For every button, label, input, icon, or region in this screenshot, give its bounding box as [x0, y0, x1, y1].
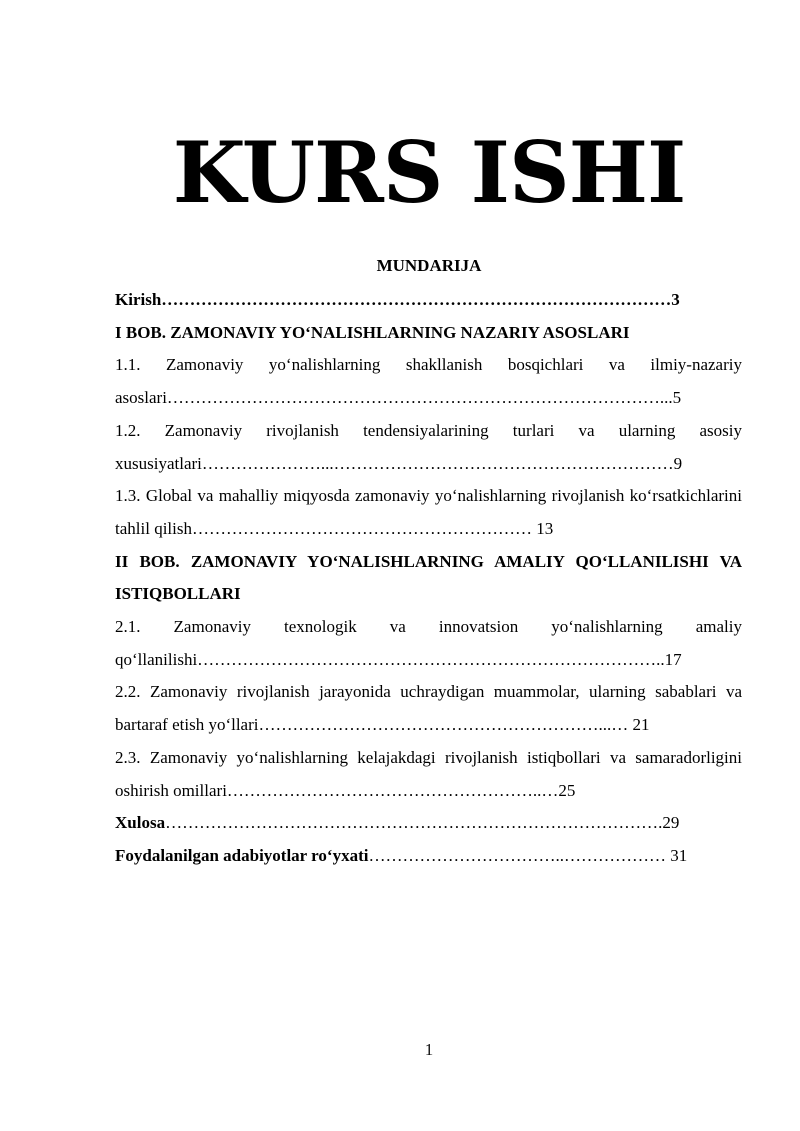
toc-entry-introduction: Kirish………………………………………………………………………………3: [115, 290, 680, 309]
toc-entry-label: Xulosa: [115, 813, 166, 833]
toc-entry-label: Foydalanilgan adabiyotlar ro‘yxati: [115, 845, 369, 865]
document-title: KURS ISHI: [172, 123, 686, 222]
page-number: 1: [424, 1040, 434, 1059]
toc-entry-references: [115, 840, 742, 873]
toc-entry-2-3: 2.3. Zamonaviy yo‘nalishlarning kelajakdagi rivojlanish istiqbollari va samaradorligini oshirish omillari………………………………………………..…25: [115, 747, 742, 800]
table-of-contents: [115, 284, 742, 873]
toc-entry-2-2: 2.2. Zamonaviy rivojlanish jarayonida uchraydigan muammolar, ularning sabablari va bartaraf etish yo‘llari……………………………………………………...… 21: [115, 682, 742, 735]
toc-entry-leader: …………………………………………………………………………….29: [165, 813, 680, 833]
toc-entry-conclusion: [115, 807, 742, 840]
toc-chapter-1: I BOB. ZAMONAVIY YO‘NALISHLARNING NAZARIY ASOSLARI: [115, 322, 630, 342]
toc-entry-1-3: 1.3. Global va mahalliy miqyosda zamonaviy yo‘nalishlarning rivojlanish ko‘rsatkichlarini tahlil qilish…………………………………………………… 13: [115, 486, 742, 538]
toc-entry-1-1: 1.1. Zamonaviy yo‘nalishlarning shakllanish bosqichlari va ilmiy-nazariy asoslari……………………………………………………………………………...5: [115, 355, 742, 408]
contents-heading: MUNDARIJA: [376, 256, 482, 275]
toc-entry-1-2: 1.2. Zamonaviy rivojlanish tendensiyalarining turlari va ularning asosiy xususiyatlari…………………...……………………………………………………9: [115, 420, 742, 473]
toc-entry-leader: ……………………………..……………… 31: [368, 845, 688, 865]
toc-entry-2-1: 2.1. Zamonaviy texnologik va innovatsion yo‘nalishlarning amaliy qo‘llanilishi………………………………………………………………………..17: [115, 617, 742, 669]
toc-chapter-2: II BOB. ZAMONAVIY YO‘NALISHLARNING AMALIY QO‘LLANILISHI VA ISTIQBOLLARI: [115, 551, 742, 604]
